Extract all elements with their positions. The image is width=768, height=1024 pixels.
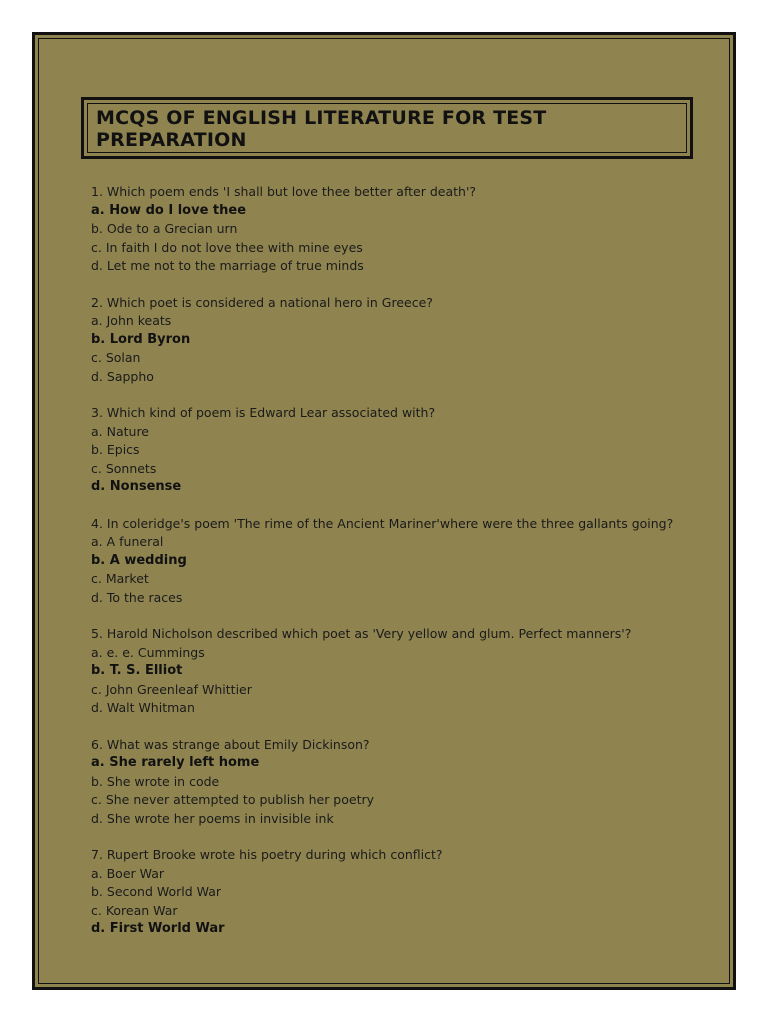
correct-answer-option: b. A wedding [91, 552, 187, 568]
question-text: 2. Which poet is considered a national hero in Greece? [91, 294, 433, 310]
answer-option: a. e. e. Cummings [91, 644, 205, 660]
answer-option: d. Walt Whitman [91, 700, 195, 715]
question-text: 7. Rupert Brooke wrote his poetry during which conflict? [91, 847, 443, 862]
answer-option: a. Boer War [91, 865, 164, 881]
question-text: 3. Which kind of poem is Edward Lear associated with? [91, 405, 436, 420]
question-block [91, 846, 687, 939]
question-block [91, 515, 687, 608]
correct-answer-option: d. Nonsense [91, 479, 182, 494]
answer-option: b. She wrote in code [91, 773, 220, 789]
question-block [91, 183, 687, 276]
answer-option: c. In faith I do not love thee with mine eyes [91, 239, 363, 255]
answer-option: c. Sonnets [91, 460, 157, 476]
answer-option: c. John Greenleaf Whittier [91, 681, 252, 697]
question-text: 1. Which poem ends 'I shall but love thee better after death'? [91, 184, 477, 199]
answer-option: d. Let me not to the marriage of true minds [91, 258, 364, 273]
answer-option: c. Market [91, 571, 149, 586]
correct-answer-option: b. T. S. Elliot [91, 663, 183, 678]
answer-option: a. A funeral [91, 534, 164, 549]
question-block [91, 294, 687, 387]
question-text: 4. In coleridge's poem 'The rime of the Ancient Mariner'where were the three gallants going? [91, 515, 674, 531]
question-block [91, 404, 687, 497]
correct-answer-option: b. Lord Byron [91, 331, 191, 347]
answer-option: b. Epics [91, 442, 140, 457]
answer-option: b. Second World War [91, 884, 222, 899]
document-page [32, 32, 736, 990]
correct-answer-option: a. She rarely left home [91, 755, 260, 770]
correct-answer-option: d. First World War [91, 921, 225, 936]
answer-option: c. She never attempted to publish her poetry [91, 792, 375, 807]
question-block [91, 736, 687, 829]
page-title: MCQS OF ENGLISH LITERATURE FOR TEST PREPARATION [96, 107, 547, 151]
question-text: 5. Harold Nicholson described which poet as 'Very yellow and glum. Perfect manners'? [91, 626, 632, 641]
answer-option: d. Sappho [91, 368, 154, 384]
answer-option: c. Solan [91, 350, 141, 365]
question-block [91, 625, 687, 718]
answer-option: d. To the races [91, 589, 183, 605]
title-box [81, 97, 693, 159]
answer-option: c. Korean War [91, 902, 178, 918]
answer-option: b. Ode to a Grecian urn [91, 221, 238, 236]
correct-answer-option: a. How do I love thee [91, 202, 247, 218]
answer-option: d. She wrote her poems in invisible ink [91, 810, 334, 826]
answer-option: a. Nature [91, 423, 149, 439]
answer-option: a. John keats [91, 313, 172, 328]
question-text: 6. What was strange about Emily Dickinson? [91, 736, 370, 752]
question-list [91, 183, 687, 957]
